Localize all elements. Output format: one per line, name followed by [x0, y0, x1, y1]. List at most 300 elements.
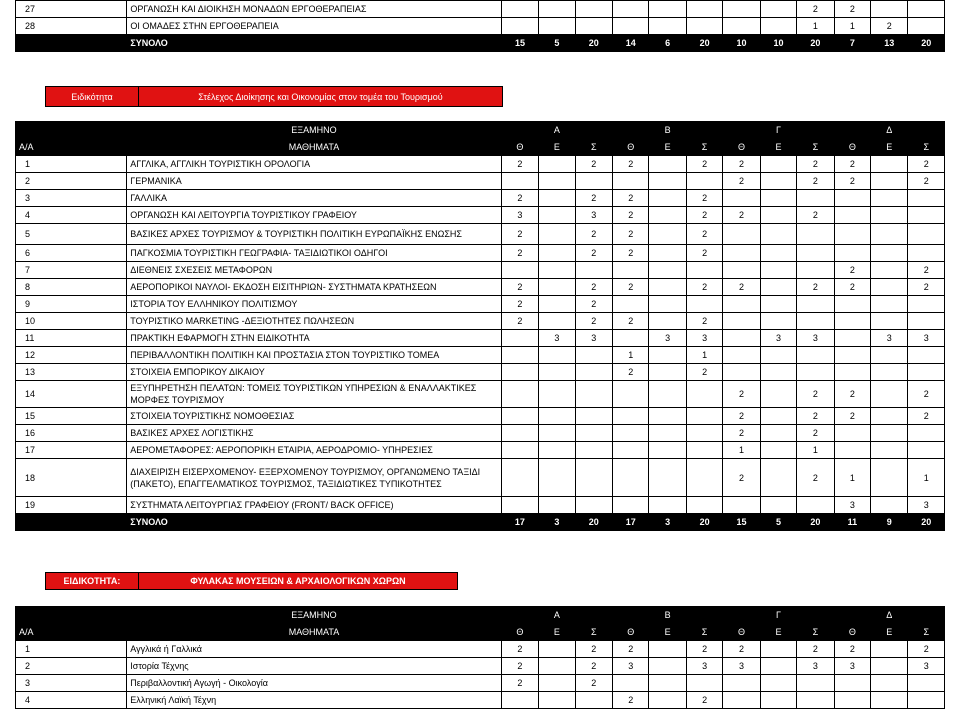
table-row	[16, 262, 945, 279]
total-cell: 20	[797, 514, 834, 531]
subject-name: ΔΙΑΧΕΙΡΙΣΗ ΕΙΣΕΡΧΟΜΕΝΟΥ- ΕΞΕΡΧΟΜΕΝΟΥ ΤΟΥΡΙΣΜΟΥ, ΟΡΓΑΝΩΜΕΝΟ ΤΑΞΙΔΙ (ΠΑΚΕΤΟ), ΕΠΑΓΓΕΛΜΑΤΙΚΟΣ ΤΟΥΡΙΣΜΟΣ, ΤΑΞΙΔΙΩΤΙΚΕΣ ΤΥΠΙΚΟΤΗΤΕΣ	[127, 459, 501, 497]
hours-cell	[649, 442, 686, 459]
total-cell: 10	[760, 35, 796, 52]
hours-cell	[908, 245, 945, 262]
row-number: 3	[16, 190, 127, 207]
table-row	[16, 245, 945, 262]
hours-cell	[760, 156, 796, 173]
hours-cell	[539, 279, 575, 296]
hours-cell: 1	[613, 347, 649, 364]
hours-cell	[575, 347, 612, 364]
hours-cell: 2	[797, 207, 834, 224]
hours-cell: 2	[501, 658, 538, 675]
hours-cell	[723, 190, 760, 207]
hours-cell	[539, 658, 575, 675]
subject-name: ΟΡΓΑΝΩΣΗ ΚΑΙ ΔΙΟΙΚΗΣΗ ΜΟΝΑΔΩΝ ΕΡΓΟΘΕΡΑΠΕΙΑΣ	[127, 1, 501, 18]
hours-cell: 2	[723, 408, 760, 425]
hours-cell	[723, 330, 760, 347]
hours-cell	[797, 296, 834, 313]
hours-cell	[649, 156, 686, 173]
header-row-semesters	[16, 122, 945, 139]
specialty-label: ΕΙΔΙΚΟΤΗΤΑ:	[46, 573, 139, 590]
hours-cell	[760, 173, 796, 190]
hours-cell	[613, 173, 649, 190]
hours-cell: 1	[797, 18, 834, 35]
hours-cell	[539, 156, 575, 173]
row-number: 5	[16, 224, 127, 245]
hours-cell	[649, 262, 686, 279]
row-number: 1	[16, 156, 127, 173]
table-row	[16, 18, 945, 35]
hours-cell	[649, 675, 686, 692]
subject-name: ΒΑΣΙΚΕΣ ΑΡΧΕΣ ΛΟΓΙΣΤΙΚΗΣ	[127, 425, 501, 442]
subject-name: Ιστορία Τέχνης	[127, 658, 501, 675]
hours-cell: 2	[501, 296, 538, 313]
hours-cell: 2	[686, 190, 722, 207]
hours-cell	[871, 381, 908, 408]
hours-cell	[908, 442, 945, 459]
row-number: 4	[16, 692, 127, 709]
hours-cell	[834, 224, 870, 245]
header-semester: ΕΞΑΜΗΝΟ	[127, 122, 501, 139]
header-semester-B: Β	[613, 122, 723, 139]
table-row	[16, 313, 945, 330]
specialty-banner	[45, 86, 503, 107]
hours-cell: 2	[908, 381, 945, 408]
hours-cell	[760, 641, 796, 658]
hours-cell	[575, 692, 612, 709]
total-row	[16, 514, 945, 531]
hours-cell	[908, 207, 945, 224]
hours-cell	[501, 692, 538, 709]
hours-cell	[760, 296, 796, 313]
hours-cell: 2	[834, 381, 870, 408]
header-col: Σ	[686, 139, 722, 156]
hours-cell: 2	[797, 408, 834, 425]
hours-cell	[871, 173, 908, 190]
hours-cell	[649, 692, 686, 709]
hours-cell	[760, 18, 796, 35]
hours-cell	[613, 1, 649, 18]
hours-cell	[649, 347, 686, 364]
hours-cell	[539, 442, 575, 459]
total-cell: 9	[871, 514, 908, 531]
hours-cell	[723, 347, 760, 364]
hours-cell	[834, 207, 870, 224]
hours-cell	[649, 459, 686, 497]
table-row	[16, 224, 945, 245]
subject-name: ΓΕΡΜΑΝΙΚΑ	[127, 173, 501, 190]
hours-cell	[686, 408, 722, 425]
hours-cell	[649, 245, 686, 262]
header-semester-D: Δ	[834, 607, 944, 624]
hours-cell	[649, 224, 686, 245]
hours-cell	[908, 190, 945, 207]
hours-cell: 3	[501, 207, 538, 224]
hours-cell	[686, 675, 722, 692]
hours-cell	[834, 364, 870, 381]
hours-cell	[908, 313, 945, 330]
header-col: Θ	[723, 139, 760, 156]
header-col: Ε	[539, 139, 575, 156]
hours-cell	[686, 18, 722, 35]
hours-cell	[834, 296, 870, 313]
hours-cell: 3	[760, 330, 796, 347]
hours-cell	[539, 408, 575, 425]
total-cell: 15	[501, 35, 538, 52]
hours-cell	[723, 364, 760, 381]
hours-cell	[723, 296, 760, 313]
total-cell: 5	[760, 514, 796, 531]
hours-cell: 2	[723, 207, 760, 224]
hours-cell	[686, 1, 722, 18]
hours-cell: 2	[686, 207, 722, 224]
hours-cell	[871, 497, 908, 514]
row-number: 2	[16, 658, 127, 675]
hours-cell: 1	[797, 442, 834, 459]
hours-cell	[686, 262, 722, 279]
hours-cell	[723, 18, 760, 35]
hours-cell: 3	[797, 658, 834, 675]
hours-cell	[834, 245, 870, 262]
row-number: 15	[16, 408, 127, 425]
hours-cell	[539, 313, 575, 330]
hours-cell	[797, 497, 834, 514]
row-number: 4	[16, 207, 127, 224]
hours-cell	[501, 364, 538, 381]
hours-cell: 2	[686, 313, 722, 330]
hours-cell	[539, 173, 575, 190]
header-col: Θ	[723, 624, 760, 641]
header-row-columns	[16, 139, 945, 156]
hours-cell	[539, 425, 575, 442]
row-number: 12	[16, 347, 127, 364]
hours-cell	[760, 262, 796, 279]
hours-cell	[575, 497, 612, 514]
hours-cell	[501, 408, 538, 425]
subject-name: ΟΡΓΑΝΩΣΗ ΚΑΙ ΛΕΙΤΟΥΡΓΙΑ ΤΟΥΡΙΣΤΙΚΟΥ ΓΡΑΦΕΙΟΥ	[127, 207, 501, 224]
hours-cell: 3	[797, 330, 834, 347]
hours-cell: 2	[501, 641, 538, 658]
hours-cell	[539, 364, 575, 381]
hours-cell: 3	[575, 207, 612, 224]
hours-cell	[539, 190, 575, 207]
hours-cell: 2	[613, 641, 649, 658]
hours-cell: 1	[908, 459, 945, 497]
table-row	[16, 330, 945, 347]
hours-cell	[834, 675, 870, 692]
hours-cell: 1	[834, 459, 870, 497]
hours-cell	[908, 1, 945, 18]
hours-cell: 2	[797, 279, 834, 296]
hours-cell: 2	[575, 296, 612, 313]
hours-cell	[797, 675, 834, 692]
hours-cell	[649, 425, 686, 442]
total-cell: 5	[539, 35, 575, 52]
hours-cell	[649, 1, 686, 18]
hours-cell	[871, 190, 908, 207]
hours-cell	[649, 381, 686, 408]
hours-cell	[649, 408, 686, 425]
hours-cell	[686, 173, 722, 190]
total-cell: 13	[871, 35, 908, 52]
hours-cell: 2	[686, 156, 722, 173]
table-row	[16, 279, 945, 296]
header-semester: ΕΞΑΜΗΝΟ	[127, 607, 501, 624]
header-col: Θ	[501, 139, 538, 156]
header-col: Ε	[760, 624, 796, 641]
subject-name: ΑΕΡΟΜΕΤΑΦΟΡΕΣ: ΑΕΡΟΠΟΡΙΚΗ ΕΤΑΙΡΙΑ, ΑΕΡΟΔΡΟΜΙΟ- ΥΠΗΡΕΣΙΕΣ	[127, 442, 501, 459]
subject-name: ΕΞΥΠΗΡΕΤΗΣΗ ΠΕΛΑΤΩΝ: ΤΟΜΕΙΣ ΤΟΥΡΙΣΤΙΚΩΝ ΥΠΗΡΕΣΙΩΝ & ΕΝΑΛΛΑΚΤΙΚΕΣ ΜΟΡΦΕΣ ΤΟΥΡΙΣΜΟΥ	[127, 381, 501, 408]
hours-cell	[575, 459, 612, 497]
hours-cell	[871, 425, 908, 442]
hours-cell: 2	[723, 156, 760, 173]
subject-name: Αγγλικά ή Γαλλικά	[127, 641, 501, 658]
hours-cell: 2	[575, 245, 612, 262]
hours-cell: 2	[797, 156, 834, 173]
hours-cell	[613, 262, 649, 279]
header-col: Σ	[686, 624, 722, 641]
hours-cell: 3	[834, 658, 870, 675]
table-row	[16, 408, 945, 425]
hours-cell	[575, 425, 612, 442]
header-col: Σ	[797, 139, 834, 156]
hours-cell	[797, 262, 834, 279]
hours-cell	[760, 190, 796, 207]
row-number: 14	[16, 381, 127, 408]
hours-cell	[760, 658, 796, 675]
hours-cell: 2	[575, 156, 612, 173]
hours-cell	[871, 658, 908, 675]
hours-cell	[760, 207, 796, 224]
hours-cell	[834, 347, 870, 364]
row-number: 19	[16, 497, 127, 514]
hours-cell: 2	[575, 313, 612, 330]
hours-cell: 3	[539, 330, 575, 347]
hours-cell	[613, 459, 649, 497]
row-number: 6	[16, 245, 127, 262]
header-col: Ε	[760, 139, 796, 156]
total-cell: 20	[575, 35, 612, 52]
header-col: Θ	[613, 624, 649, 641]
hours-cell	[871, 313, 908, 330]
hours-cell	[575, 408, 612, 425]
hours-cell	[613, 381, 649, 408]
hours-cell	[501, 1, 538, 18]
hours-cell	[501, 262, 538, 279]
curriculum-table-tourism	[15, 121, 945, 531]
hours-cell	[760, 675, 796, 692]
hours-cell	[871, 156, 908, 173]
hours-cell	[649, 313, 686, 330]
subject-name: ΑΕΡΟΠΟΡΙΚΟΙ ΝΑΥΛΟΙ- ΕΚΔΟΣΗ ΕΙΣΙΤΗΡΙΩΝ- ΣΥΣΤΗΜΑΤΑ ΚΡΑΤΗΣΕΩΝ	[127, 279, 501, 296]
hours-cell	[871, 1, 908, 18]
total-cell: 14	[613, 35, 649, 52]
hours-cell	[908, 675, 945, 692]
hours-cell: 2	[797, 425, 834, 442]
hours-cell: 3	[908, 658, 945, 675]
hours-cell	[723, 245, 760, 262]
hours-cell	[908, 18, 945, 35]
subject-name: ΣΥΣΤΗΜΑΤΑ ΛΕΙΤΟΥΡΓΙΑΣ ΓΡΑΦΕΙΟΥ (FRONT/ BACK OFFICE)	[127, 497, 501, 514]
hours-cell	[797, 224, 834, 245]
header-row-semesters	[16, 607, 945, 624]
hours-cell	[834, 425, 870, 442]
hours-cell	[723, 675, 760, 692]
hours-cell	[649, 497, 686, 514]
hours-cell	[723, 1, 760, 18]
hours-cell	[613, 675, 649, 692]
hours-cell	[613, 408, 649, 425]
header-col: Ε	[649, 139, 686, 156]
table-row	[16, 425, 945, 442]
specialty-value: Στέλεχος Διοίκησης και Οικονομίας στον τομέα του Τουρισμού	[139, 87, 503, 107]
hours-cell	[908, 296, 945, 313]
hours-cell	[908, 224, 945, 245]
table-row	[16, 658, 945, 675]
header-semester-B: Β	[613, 607, 723, 624]
total-cell: 20	[686, 514, 722, 531]
hours-cell: 2	[613, 245, 649, 262]
table-row	[16, 442, 945, 459]
hours-cell	[649, 296, 686, 313]
hours-cell: 2	[613, 156, 649, 173]
hours-cell	[539, 224, 575, 245]
hours-cell: 2	[686, 692, 722, 709]
hours-cell	[613, 296, 649, 313]
hours-cell	[797, 245, 834, 262]
hours-cell	[686, 459, 722, 497]
subject-name: ΔΙΕΘΝΕΙΣ ΣΧΕΣΕΙΣ ΜΕΤΑΦΟΡΩΝ	[127, 262, 501, 279]
header-semester-A: Α	[501, 607, 612, 624]
hours-cell: 3	[686, 330, 722, 347]
header-semester-G: Γ	[723, 607, 834, 624]
header-col: Ε	[871, 139, 908, 156]
total-cell: 20	[908, 514, 945, 531]
hours-cell	[908, 364, 945, 381]
hours-cell	[613, 18, 649, 35]
hours-cell: 3	[908, 497, 945, 514]
subject-name: ΣΤΟΙΧΕΙΑ ΕΜΠΟΡΙΚΟΥ ΔΙΚΑΙΟΥ	[127, 364, 501, 381]
hours-cell	[871, 675, 908, 692]
hours-cell	[871, 296, 908, 313]
hours-cell: 3	[613, 658, 649, 675]
hours-cell: 2	[501, 675, 538, 692]
hours-cell	[539, 296, 575, 313]
hours-cell	[871, 207, 908, 224]
hours-cell	[613, 497, 649, 514]
hours-cell	[760, 364, 796, 381]
hours-cell: 2	[834, 279, 870, 296]
table-row	[16, 641, 945, 658]
hours-cell	[760, 497, 796, 514]
header-col: Σ	[575, 624, 612, 641]
total-cell: 20	[575, 514, 612, 531]
table-row	[16, 675, 945, 692]
hours-cell	[760, 1, 796, 18]
hours-cell	[871, 279, 908, 296]
header-aa: Α/Α	[16, 624, 127, 641]
hours-cell	[723, 692, 760, 709]
subject-name: ΠΡΑΚΤΙΚΗ ΕΦΑΡΜΟΓΗ ΣΤΗΝ ΕΙΔΙΚΟΤΗΤΑ	[127, 330, 501, 347]
hours-cell	[539, 459, 575, 497]
total-cell: 20	[686, 35, 722, 52]
hours-cell: 2	[686, 224, 722, 245]
header-col: Θ	[613, 139, 649, 156]
subject-name: ΤΟΥΡΙΣΤΙΚΟ MARKETING -ΔΕΞΙΟΤΗΤΕΣ ΠΩΛΗΣΕΩΝ	[127, 313, 501, 330]
subject-name: ΙΣΤΟΡΙΑ ΤΟΥ ΕΛΛΗΝΙΚΟΥ ΠΟΛΙΤΙΣΜΟΥ	[127, 296, 501, 313]
hours-cell: 2	[908, 156, 945, 173]
hours-cell: 2	[834, 262, 870, 279]
hours-cell: 2	[797, 641, 834, 658]
hours-cell: 1	[723, 442, 760, 459]
hours-cell: 2	[797, 173, 834, 190]
hours-cell	[908, 425, 945, 442]
hours-cell	[501, 173, 538, 190]
hours-cell	[760, 245, 796, 262]
hours-cell	[501, 347, 538, 364]
specialty-banner-museum	[45, 572, 458, 590]
hours-cell	[686, 381, 722, 408]
header-row-columns	[16, 624, 945, 641]
header-col: Ε	[539, 624, 575, 641]
hours-cell: 3	[649, 330, 686, 347]
hours-cell	[908, 692, 945, 709]
hours-cell	[501, 425, 538, 442]
header-semester-D: Δ	[834, 122, 944, 139]
row-number: 27	[16, 1, 127, 18]
hours-cell	[760, 459, 796, 497]
hours-cell	[797, 692, 834, 709]
hours-cell: 2	[613, 207, 649, 224]
hours-cell	[686, 442, 722, 459]
hours-cell: 2	[686, 364, 722, 381]
hours-cell	[760, 279, 796, 296]
hours-cell	[501, 442, 538, 459]
hours-cell	[501, 381, 538, 408]
hours-cell: 3	[686, 658, 722, 675]
row-number: 3	[16, 675, 127, 692]
total-cell: 11	[834, 514, 870, 531]
hours-cell	[760, 692, 796, 709]
hours-cell: 2	[686, 245, 722, 262]
hours-cell: 2	[723, 641, 760, 658]
hours-cell	[871, 224, 908, 245]
hours-cell: 2	[575, 641, 612, 658]
hours-cell: 2	[613, 313, 649, 330]
hours-cell	[723, 497, 760, 514]
total-cell: 15	[723, 514, 760, 531]
header-col: Σ	[908, 624, 945, 641]
hours-cell: 2	[613, 364, 649, 381]
hours-cell	[760, 313, 796, 330]
row-number: 7	[16, 262, 127, 279]
subject-name: ΣΤΟΙΧΕΙΑ ΤΟΥΡΙΣΤΙΚΗΣ ΝΟΜΟΘΕΣΙΑΣ	[127, 408, 501, 425]
hours-cell	[686, 425, 722, 442]
subject-name: Περιβαλλοντική Αγωγή - Οικολογία	[127, 675, 501, 692]
hours-cell	[649, 364, 686, 381]
hours-cell	[797, 313, 834, 330]
total-cell: 20	[908, 35, 945, 52]
table-row	[16, 173, 945, 190]
top-table	[15, 0, 945, 52]
hours-cell	[834, 313, 870, 330]
hours-cell	[760, 381, 796, 408]
hours-cell	[501, 459, 538, 497]
curriculum-table-museum	[15, 606, 945, 709]
row-number: 11	[16, 330, 127, 347]
total-blank	[16, 35, 127, 52]
